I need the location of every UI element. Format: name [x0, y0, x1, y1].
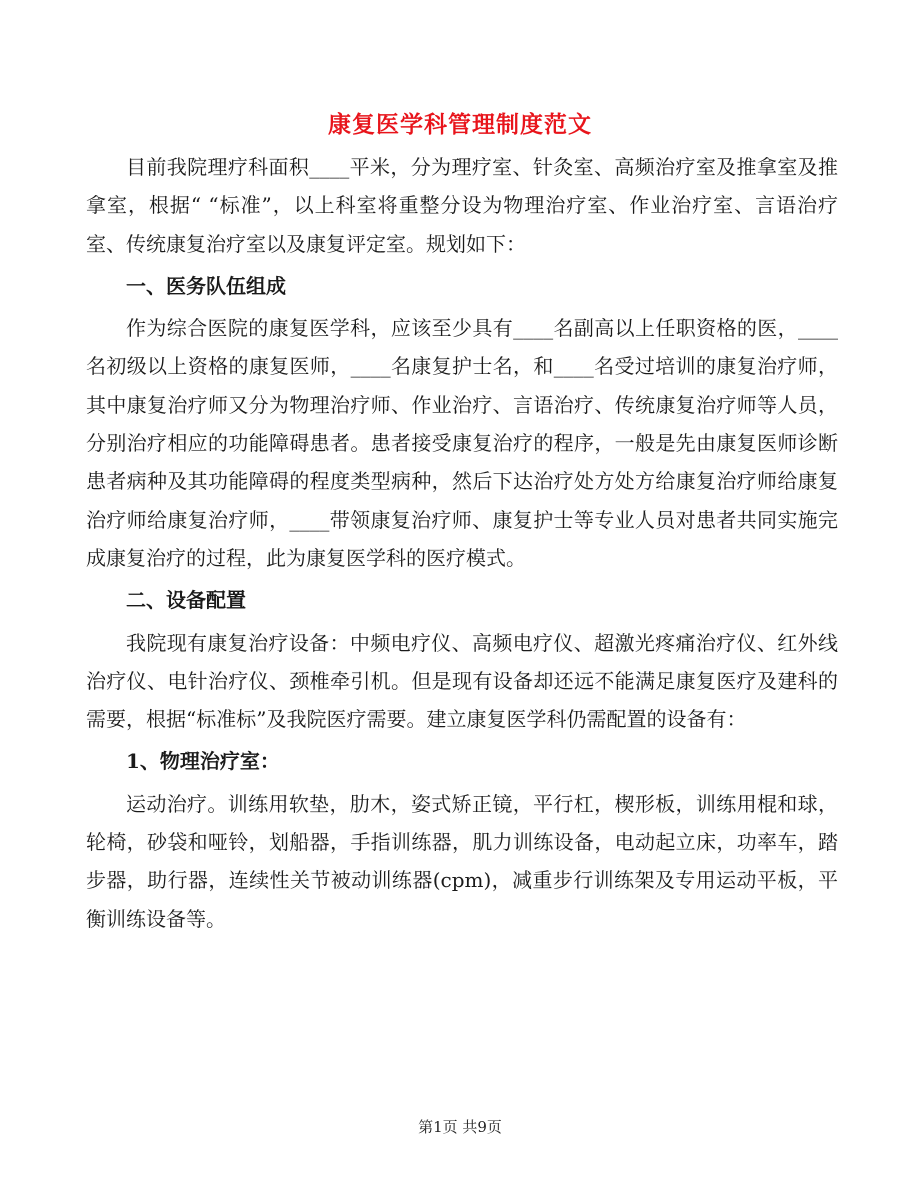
staff-paragraph: 作为综合医院的康复医学科，应该至少具有____名副高以上任职资格的医，____名初级以上资格的康复医师，____名康复护士名，和____名受过培训的康复治疗师，其中康复治疗师又分为物理治疗师、作业治疗、言语治疗、传统康复治疗师等人员，分别治疗相应的功能障碍患者。患者接受康复治疗的程序，一般是先由康复医师诊断患者病种及其功能障碍的程度类型病种，然后下达治疗处方处方给康复治疗师给康复治疗师给康复治疗师，____带领康复治疗师、康复护士等专业人员对患者共同实施完成康复治疗的过程，此为康复医学科的医疗模式。	[86, 316, 838, 570]
subsection-heading-physical-therapy: 1、物理治疗室：	[126, 749, 280, 774]
document-body	[86, 148, 838, 938]
document-title: 康复医学科管理制度范文	[328, 111, 592, 138]
intro-paragraph: 目前我院理疗科面积____平米，分为理疗室、针灸室、高频治疗室及推拿室及推拿室，根据“ “标准”，以上科室将重整分设为物理治疗室、作业治疗室、言语治疗室、传统康复治疗室以及康复评定室。规划如下：	[86, 155, 838, 256]
section-heading-staff: 一、医务队伍组成	[126, 273, 286, 298]
page-number-footer: 第1页 共9页	[418, 1118, 502, 1136]
section-heading-equipment: 二、设备配置	[126, 588, 246, 613]
equipment-paragraph: 我院现有康复治疗设备：中频电疗仪、高频电疗仪、超激光疼痛治疗仪、红外线治疗仪、电针治疗仪、颈椎牵引机。但是现有设备却还远不能满足康复医疗及建科的需要，根据“标准标”及我院医疗需要。建立康复医学科仍需配置的设备有：	[86, 630, 838, 732]
physical-therapy-paragraph: 运动治疗。训练用软垫，肋木，姿式矫正镜，平行杠，楔形板，训练用棍和球，轮椅，砂袋和哑铃，划船器，手指训练器，肌力训练设备，电动起立床，功率车，踏步器，助行器，连续性关节被动训练器(cpm)，减重步行训练架及专用运动平板，平衡训练设备等。	[86, 791, 838, 931]
